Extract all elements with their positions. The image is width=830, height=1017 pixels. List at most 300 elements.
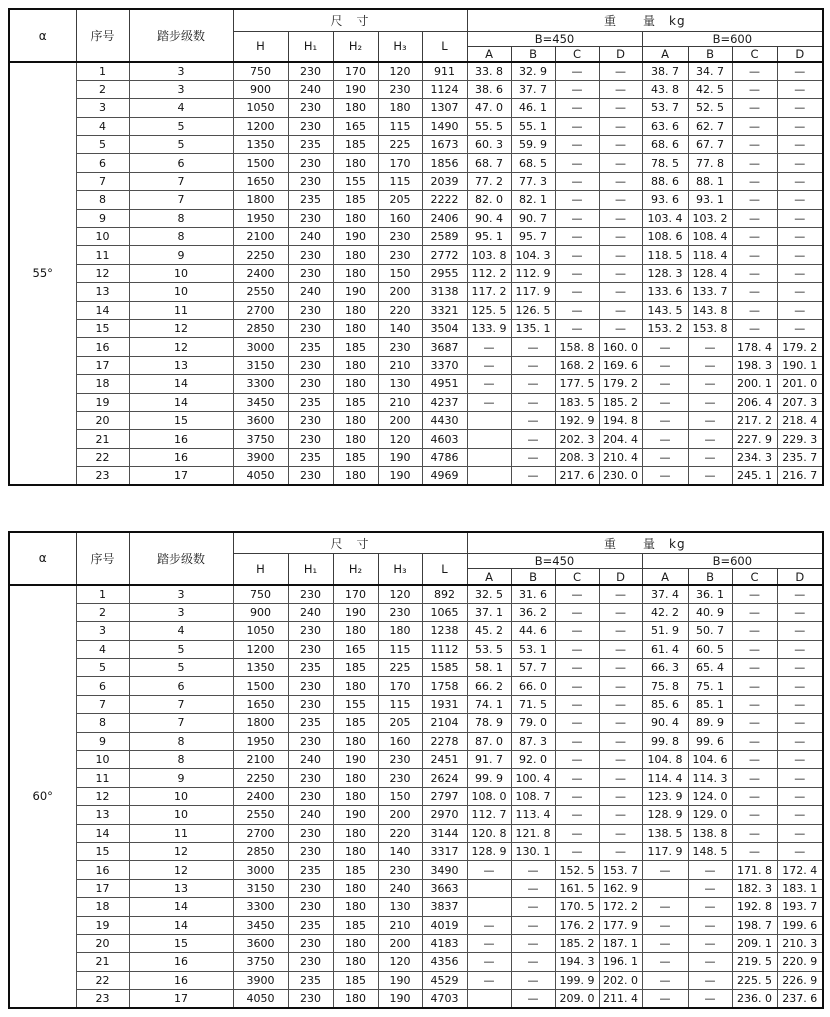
table-cell: 199. 6: [777, 916, 823, 934]
table-cell: 22: [76, 971, 129, 989]
table-cell: 3750: [233, 430, 288, 448]
table-cell: —: [599, 301, 642, 319]
table-cell: 2955: [422, 264, 467, 282]
table-row: [9, 640, 823, 658]
table-row: [9, 695, 823, 713]
table-cell: 180: [333, 842, 378, 860]
table-cell: 192. 9: [555, 411, 599, 429]
table-cell: 230: [288, 640, 333, 658]
table-cell: 2222: [422, 191, 467, 209]
table-cell: —: [467, 356, 511, 374]
table-cell: 235. 7: [777, 448, 823, 466]
table-cell: —: [732, 209, 777, 227]
table-cell: 71. 5: [511, 695, 555, 713]
table-cell: —: [511, 971, 555, 989]
table-cell: 220: [378, 301, 422, 319]
table-cell: 20: [76, 934, 129, 952]
table-cell: 118. 4: [688, 246, 732, 264]
table-cell: 193. 7: [777, 898, 823, 916]
table-cell: —: [555, 842, 599, 860]
table-cell: 68. 5: [511, 154, 555, 172]
table-cell: 155: [333, 172, 378, 190]
table-cell: 183. 5: [555, 393, 599, 411]
table-cell: 180: [333, 154, 378, 172]
table-cell: 130: [378, 898, 422, 916]
table-cell: 12: [129, 842, 233, 860]
table-cell: —: [555, 787, 599, 805]
col-header-B600: B: [688, 569, 732, 585]
table-cell: —: [642, 953, 688, 971]
col-header-H: H: [233, 554, 288, 585]
table-cell: —: [599, 283, 642, 301]
spec-table-55: [8, 8, 824, 486]
table-cell: —: [555, 228, 599, 246]
table-cell: 7: [129, 695, 233, 713]
table-cell: —: [732, 769, 777, 787]
table-cell: 32. 5: [467, 585, 511, 603]
table-cell: —: [642, 916, 688, 934]
table-cell: —: [688, 934, 732, 952]
table-cell: 75. 1: [688, 677, 732, 695]
table-cell: 185: [333, 191, 378, 209]
table-cell: 185: [333, 659, 378, 677]
table-cell: —: [777, 806, 823, 824]
table-cell: —: [732, 80, 777, 98]
table-cell: 235: [288, 136, 333, 154]
table-cell: 1065: [422, 603, 467, 621]
table-cell: 235: [288, 714, 333, 732]
table-cell: 180: [333, 879, 378, 897]
table-cell: 74. 1: [467, 695, 511, 713]
table-cell: 77. 8: [688, 154, 732, 172]
table-cell: —: [732, 603, 777, 621]
table-cell: —: [599, 603, 642, 621]
table-cell: 15: [129, 411, 233, 429]
table-cell: 53. 1: [511, 640, 555, 658]
table-cell: 170. 5: [555, 898, 599, 916]
table-cell: 114. 3: [688, 769, 732, 787]
table-cell: 6: [129, 154, 233, 172]
table-cell: 185: [333, 393, 378, 411]
table-cell: 210: [378, 393, 422, 411]
table-cell: —: [555, 824, 599, 842]
table-cell: 180: [333, 769, 378, 787]
table-cell: —: [777, 640, 823, 658]
table-row: [9, 585, 823, 603]
table-cell: 16: [129, 971, 233, 989]
table-cell: 3321: [422, 301, 467, 319]
alpha-value: 60°: [9, 585, 76, 1008]
table-cell: 66. 0: [511, 677, 555, 695]
table-cell: 160. 0: [599, 338, 642, 356]
table-cell: 128. 4: [688, 264, 732, 282]
table-cell: —: [777, 585, 823, 603]
table-cell: 37. 7: [511, 80, 555, 98]
table-row: [9, 264, 823, 282]
table-cell: —: [467, 971, 511, 989]
table-cell: 3: [129, 62, 233, 80]
table-cell: —: [511, 393, 555, 411]
table-cell: —: [688, 375, 732, 393]
table-cell: 225. 5: [732, 971, 777, 989]
table-cell: 161. 5: [555, 879, 599, 897]
table-cell: 9: [76, 209, 129, 227]
table-cell: 911: [422, 62, 467, 80]
table-cell: 155: [333, 695, 378, 713]
table-header: [9, 9, 823, 62]
table-cell: —: [732, 191, 777, 209]
table-cell: 143. 5: [642, 301, 688, 319]
table-cell: —: [732, 154, 777, 172]
table-cell: 85. 1: [688, 695, 732, 713]
table-cell: 1: [76, 585, 129, 603]
table-cell: —: [732, 319, 777, 337]
table-cell: —: [599, 842, 642, 860]
table-cell: [467, 430, 511, 448]
table-cell: 21: [76, 953, 129, 971]
table-cell: 7: [129, 172, 233, 190]
table-cell: 4430: [422, 411, 467, 429]
table-cell: 47. 0: [467, 99, 511, 117]
table-cell: 87. 0: [467, 732, 511, 750]
table-cell: 192. 8: [732, 898, 777, 916]
table-cell: 99. 8: [642, 732, 688, 750]
table-cell: 165: [333, 640, 378, 658]
table-cell: —: [642, 467, 688, 485]
table-cell: 112. 9: [511, 264, 555, 282]
table-row: [9, 990, 823, 1008]
table-cell: 1950: [233, 732, 288, 750]
table-cell: —: [599, 714, 642, 732]
table-cell: 120: [378, 585, 422, 603]
table-cell: 227. 9: [732, 430, 777, 448]
table-cell: 3837: [422, 898, 467, 916]
col-header-A600: A: [642, 46, 688, 62]
table-cell: 14: [129, 898, 233, 916]
table-cell: 36. 1: [688, 585, 732, 603]
table-cell: —: [777, 301, 823, 319]
table-cell: 230: [288, 62, 333, 80]
table-cell: —: [688, 879, 732, 897]
table-cell: 2850: [233, 319, 288, 337]
table-cell: —: [511, 338, 555, 356]
table-cell: —: [777, 99, 823, 117]
table-cell: —: [555, 732, 599, 750]
col-header-A450: A: [467, 46, 511, 62]
table-header: [9, 532, 823, 585]
table-cell: 1650: [233, 172, 288, 190]
table-cell: 235: [288, 338, 333, 356]
table-cell: —: [511, 356, 555, 374]
table-cell: 95. 1: [467, 228, 511, 246]
table-cell: —: [732, 732, 777, 750]
table-cell: 234. 3: [732, 448, 777, 466]
table-cell: —: [555, 751, 599, 769]
table-cell: 1490: [422, 117, 467, 135]
table-cell: 143. 8: [688, 301, 732, 319]
table-cell: 185: [333, 861, 378, 879]
table-cell: 3687: [422, 338, 467, 356]
table-cell: 180: [333, 677, 378, 695]
table-cell: 171. 8: [732, 861, 777, 879]
table-cell: 153. 8: [688, 319, 732, 337]
table-cell: —: [555, 585, 599, 603]
table-cell: 2039: [422, 172, 467, 190]
table-cell: —: [599, 622, 642, 640]
table-cell: 4603: [422, 430, 467, 448]
col-header-C600: C: [732, 569, 777, 585]
table-cell: 7: [76, 172, 129, 190]
table-cell: 112. 7: [467, 806, 511, 824]
table-cell: 160: [378, 209, 422, 227]
table-cell: 61. 4: [642, 640, 688, 658]
table-cell: 180: [333, 319, 378, 337]
table-cell: —: [642, 971, 688, 989]
table-cell: 2400: [233, 264, 288, 282]
table-cell: 1200: [233, 117, 288, 135]
table-cell: 240: [378, 879, 422, 897]
table-cell: 67. 7: [688, 136, 732, 154]
table-cell: 16: [76, 338, 129, 356]
table-cell: —: [732, 99, 777, 117]
table-cell: 104. 6: [688, 751, 732, 769]
table-cell: —: [642, 375, 688, 393]
table-cell: 180: [333, 411, 378, 429]
table-cell: 114. 4: [642, 769, 688, 787]
table-cell: —: [732, 787, 777, 805]
table-cell: 216. 7: [777, 467, 823, 485]
table-cell: 5: [76, 659, 129, 677]
table-cell: 120: [378, 62, 422, 80]
table-cell: —: [777, 751, 823, 769]
table-cell: 57. 7: [511, 659, 555, 677]
table-cell: 178. 4: [732, 338, 777, 356]
table-cell: —: [642, 898, 688, 916]
table-cell: 4356: [422, 953, 467, 971]
table-row: [9, 375, 823, 393]
table-cell: —: [732, 806, 777, 824]
table-cell: 3600: [233, 934, 288, 952]
table-cell: 207. 3: [777, 393, 823, 411]
table-cell: 120: [378, 953, 422, 971]
table-cell: 2451: [422, 751, 467, 769]
table-cell: 198. 3: [732, 356, 777, 374]
table-cell: 118. 5: [642, 246, 688, 264]
table-cell: 93. 6: [642, 191, 688, 209]
table-cell: 230: [288, 934, 333, 952]
table-cell: 190. 1: [777, 356, 823, 374]
table-row: [9, 191, 823, 209]
table-cell: 1: [76, 62, 129, 80]
table-row: [9, 338, 823, 356]
table-cell: 230: [378, 603, 422, 621]
table-cell: —: [732, 640, 777, 658]
table-cell: —: [777, 659, 823, 677]
table-cell: —: [511, 934, 555, 952]
table-cell: —: [599, 787, 642, 805]
table-cell: 2589: [422, 228, 467, 246]
table-cell: 4951: [422, 375, 467, 393]
table-cell: 240: [288, 283, 333, 301]
table-cell: 230: [288, 264, 333, 282]
table-cell: 16: [76, 861, 129, 879]
table-cell: 162. 9: [599, 879, 642, 897]
table-cell: 1650: [233, 695, 288, 713]
table-cell: 185: [333, 338, 378, 356]
table-cell: 3150: [233, 356, 288, 374]
table-cell: 115: [378, 640, 422, 658]
table-cell: 9: [129, 246, 233, 264]
table-cell: 235: [288, 971, 333, 989]
table-cell: —: [599, 99, 642, 117]
table-body-60: [9, 585, 823, 1008]
table-cell: 185. 2: [599, 393, 642, 411]
table-cell: —: [555, 99, 599, 117]
table-cell: 183. 1: [777, 879, 823, 897]
table-cell: —: [555, 301, 599, 319]
col-header-D600: D: [777, 569, 823, 585]
table-cell: 8: [129, 209, 233, 227]
table-cell: 5: [129, 136, 233, 154]
table-cell: 77. 2: [467, 172, 511, 190]
table-cell: 176. 2: [555, 916, 599, 934]
table-cell: —: [777, 677, 823, 695]
table-cell: 190: [333, 80, 378, 98]
table-cell: —: [732, 659, 777, 677]
group-header-b450: B=450: [467, 31, 642, 46]
table-cell: [642, 879, 688, 897]
table-cell: —: [467, 861, 511, 879]
table-cell: —: [555, 677, 599, 695]
table-cell: 180: [378, 622, 422, 640]
table-cell: —: [555, 246, 599, 264]
table-cell: 17: [129, 467, 233, 485]
table-cell: 18: [76, 375, 129, 393]
table-cell: 2104: [422, 714, 467, 732]
table-cell: 128. 9: [642, 806, 688, 824]
table-cell: 1500: [233, 154, 288, 172]
table-cell: —: [688, 467, 732, 485]
table-cell: 14: [76, 301, 129, 319]
table-cell: [467, 990, 511, 1008]
table-cell: 4: [76, 117, 129, 135]
table-cell: —: [599, 264, 642, 282]
table-cell: 112. 2: [467, 264, 511, 282]
table-cell: 180: [333, 467, 378, 485]
table-cell: 3300: [233, 375, 288, 393]
table-cell: 133. 7: [688, 283, 732, 301]
table-cell: 16: [129, 953, 233, 971]
table-cell: 4786: [422, 448, 467, 466]
table-cell: 2: [76, 80, 129, 98]
table-cell: 7: [129, 714, 233, 732]
table-cell: —: [511, 375, 555, 393]
table-cell: 59. 9: [511, 136, 555, 154]
table-cell: 42. 2: [642, 603, 688, 621]
table-cell: 138. 8: [688, 824, 732, 842]
table-cell: 230: [288, 622, 333, 640]
table-cell: 62. 7: [688, 117, 732, 135]
table-cell: 78. 5: [642, 154, 688, 172]
table-cell: 1050: [233, 622, 288, 640]
table-cell: 230: [288, 953, 333, 971]
table-cell: 2406: [422, 209, 467, 227]
table-cell: 209. 0: [555, 990, 599, 1008]
table-cell: 230: [378, 80, 422, 98]
table-cell: 78. 9: [467, 714, 511, 732]
table-cell: 55. 1: [511, 117, 555, 135]
table-cell: 170: [378, 677, 422, 695]
table-cell: —: [688, 953, 732, 971]
table-cell: 160: [378, 732, 422, 750]
table-cell: —: [642, 393, 688, 411]
table-cell: 99. 6: [688, 732, 732, 750]
table-cell: 34. 7: [688, 62, 732, 80]
table-row: [9, 677, 823, 695]
table-row: [9, 356, 823, 374]
table-cell: 180: [333, 375, 378, 393]
table-cell: 44. 6: [511, 622, 555, 640]
spec-table-60: [8, 531, 824, 1009]
table-cell: —: [599, 191, 642, 209]
table-cell: —: [599, 659, 642, 677]
table-row: [9, 99, 823, 117]
table-cell: 1950: [233, 209, 288, 227]
table-cell: 204. 4: [599, 430, 642, 448]
table-cell: 152. 5: [555, 861, 599, 879]
table-cell: 85. 6: [642, 695, 688, 713]
col-header-H1: H₁: [288, 31, 333, 62]
table-cell: 230: [288, 209, 333, 227]
table-cell: 180: [333, 246, 378, 264]
table-cell: 230. 0: [599, 467, 642, 485]
table-cell: 6: [76, 154, 129, 172]
table-cell: 82. 0: [467, 191, 511, 209]
table-cell: 53. 5: [467, 640, 511, 658]
table-cell: 211. 4: [599, 990, 642, 1008]
table-cell: 230: [288, 375, 333, 393]
table-cell: 14: [129, 375, 233, 393]
table-cell: —: [555, 117, 599, 135]
table-cell: 115: [378, 117, 422, 135]
table-cell: 12: [129, 319, 233, 337]
table-cell: 200: [378, 283, 422, 301]
table-cell: 230: [288, 356, 333, 374]
table-cell: 17: [129, 990, 233, 1008]
table-cell: —: [555, 659, 599, 677]
table-cell: —: [511, 879, 555, 897]
col-header-L: L: [422, 31, 467, 62]
table-cell: 177. 9: [599, 916, 642, 934]
table-cell: 240: [288, 603, 333, 621]
table-cell: 104. 3: [511, 246, 555, 264]
table-cell: 88. 6: [642, 172, 688, 190]
table-cell: 210. 4: [599, 448, 642, 466]
table-cell: —: [555, 695, 599, 713]
table-cell: —: [555, 283, 599, 301]
table-cell: 90. 4: [467, 209, 511, 227]
table-cell: 140: [378, 319, 422, 337]
table-cell: 37. 4: [642, 585, 688, 603]
table-row: [9, 879, 823, 897]
table-cell: 230: [378, 751, 422, 769]
table-row: [9, 787, 823, 805]
table-cell: 92. 0: [511, 751, 555, 769]
table-cell: 194. 3: [555, 953, 599, 971]
col-header-B450: B: [511, 46, 555, 62]
table-cell: 117. 2: [467, 283, 511, 301]
table-cell: 190: [333, 751, 378, 769]
